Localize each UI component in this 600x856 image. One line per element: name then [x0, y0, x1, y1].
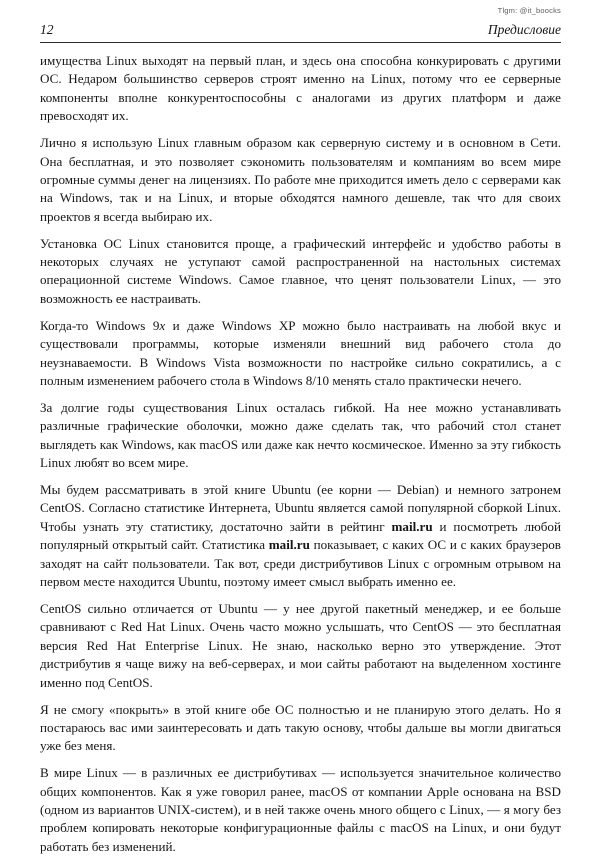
watermark-text: Tlgm: @it_boocks — [497, 6, 561, 15]
paragraph-6-middle: и посмотреть любой популярный открытый сайт. Статистика — [40, 518, 561, 553]
windows-9x-italic-x: x — [159, 317, 166, 333]
paragraph-5: За долгие годы существования Linux осталась гибкой. На нее можно устанавливать различные графические оболочки, можно даже сделать так, что рабочий стол станет выглядеть как Windows, как macOS или даже как нечто космическое. Именно за эту гибкость Linux любят во всем мире. — [40, 399, 561, 471]
chapter-title: Предисловие — [487, 22, 561, 37]
paragraph-3: Установка ОС Linux становится проще, а графический интерфейс и удобство работы в некоторых случаях не уступают самой распространенной на настольных системах операционной системе Windows. Самое главное, что ценят пользователи Linux, — это возможность ее настраивать. — [40, 235, 561, 306]
paragraph-6-suffix: показывает, с каких ОС и с каких браузеров заходят на сайт пользователи. Так вот, среди дистрибутивов Linux с огромным отрывом на первом месте находится Ubuntu, поэтому имеет смысл выбрать именно ее. — [40, 537, 561, 590]
paragraph-1: имущества Linux выходят на первый план, и здесь она способна конкурировать с другими ОС. Недаром большинство серверов строят именно на Linux, потому что ее серверные компоненты вполне конкурентоспособны с аналогами из других платформ и даже превосходят их. — [40, 53, 561, 124]
paragraph-6-prefix: Мы будем рассматривать в этой книге Ubuntu (ее корни — Debian) и немного затронем CentOS. Согласно статистике Интернета, Ubuntu является самой популярной сборкой Linux. Чтобы узнать эту статистику, достаточно зайти в рейтинг — [40, 482, 561, 534]
header-rule — [40, 42, 561, 43]
paragraph-2: Лично я использую Linux главным образом как серверную систему и в основном в Сети. Она бесплатная, и это позволяет сэкономить пользователям и компаниям во всем мире огромные суммы денег на лицензиях. По работе мне приходится иметь дело с серверами как на Windows, так и на Linux, и вторые обходятся намного дешевле, так что для своих проектов я всегда выбираю их. — [40, 135, 561, 224]
body-text-column — [40, 52, 561, 856]
paragraph-7: CentOS сильно отличается от Ubuntu — у нее другой пакетный менеджер, и ее больше сравнивают с Red Hat Linux. Очень часто можно услышать, что CentOS — это бесплатная версия Red Hat Enterprise Linux. Не знаю, насколько верно это утверждение. Этот дистрибутив я чаще вижу на веб-серверах, и мои сайты работают на выделенном хостинге именно под CentOS. — [40, 600, 561, 690]
mailru-bold-first: mail.ru — [391, 518, 433, 534]
paragraph-8: Я не смогу «покрыть» в этой книге обе ОС полностью и не планирую этого делать. Но я постараюсь вас ими заинтересовать и дать такую основу, чтобы дальше вы могли двигаться уже без меня. — [40, 701, 561, 754]
paragraph-4-suffix: и даже Windows XP можно было настраивать на любой вкус и существовали программы, которые изменяли внешний вид рабочего стола до неузнаваемости. В Windows Vista возможности по настройке сильно сократились, а с полным изменением рабочего стола в Windows 8/10 менять стало практически нечего. — [40, 317, 561, 388]
paragraph-9: В мире Linux — в различных ее дистрибутивах — используется значительное количество общих компонентов. Как я уже говорил ранее, macOS от компании Apple основана на BSD (одном из вариантов UNIX-систем), и в ней также очень много общего с Linux, — я могу без проблем копировать некоторые конфигурационные файлы с macOS на Linux, и они будут работать без изменений. — [40, 765, 561, 854]
mailru-bold-second: mail.ru — [268, 537, 310, 553]
paragraph-4 — [40, 317, 561, 391]
page-number: 12 — [40, 22, 54, 37]
paragraph-6 — [40, 481, 561, 591]
running-head — [40, 22, 561, 42]
paragraph-4-prefix: Когда-то Windows 9 — [40, 317, 160, 333]
